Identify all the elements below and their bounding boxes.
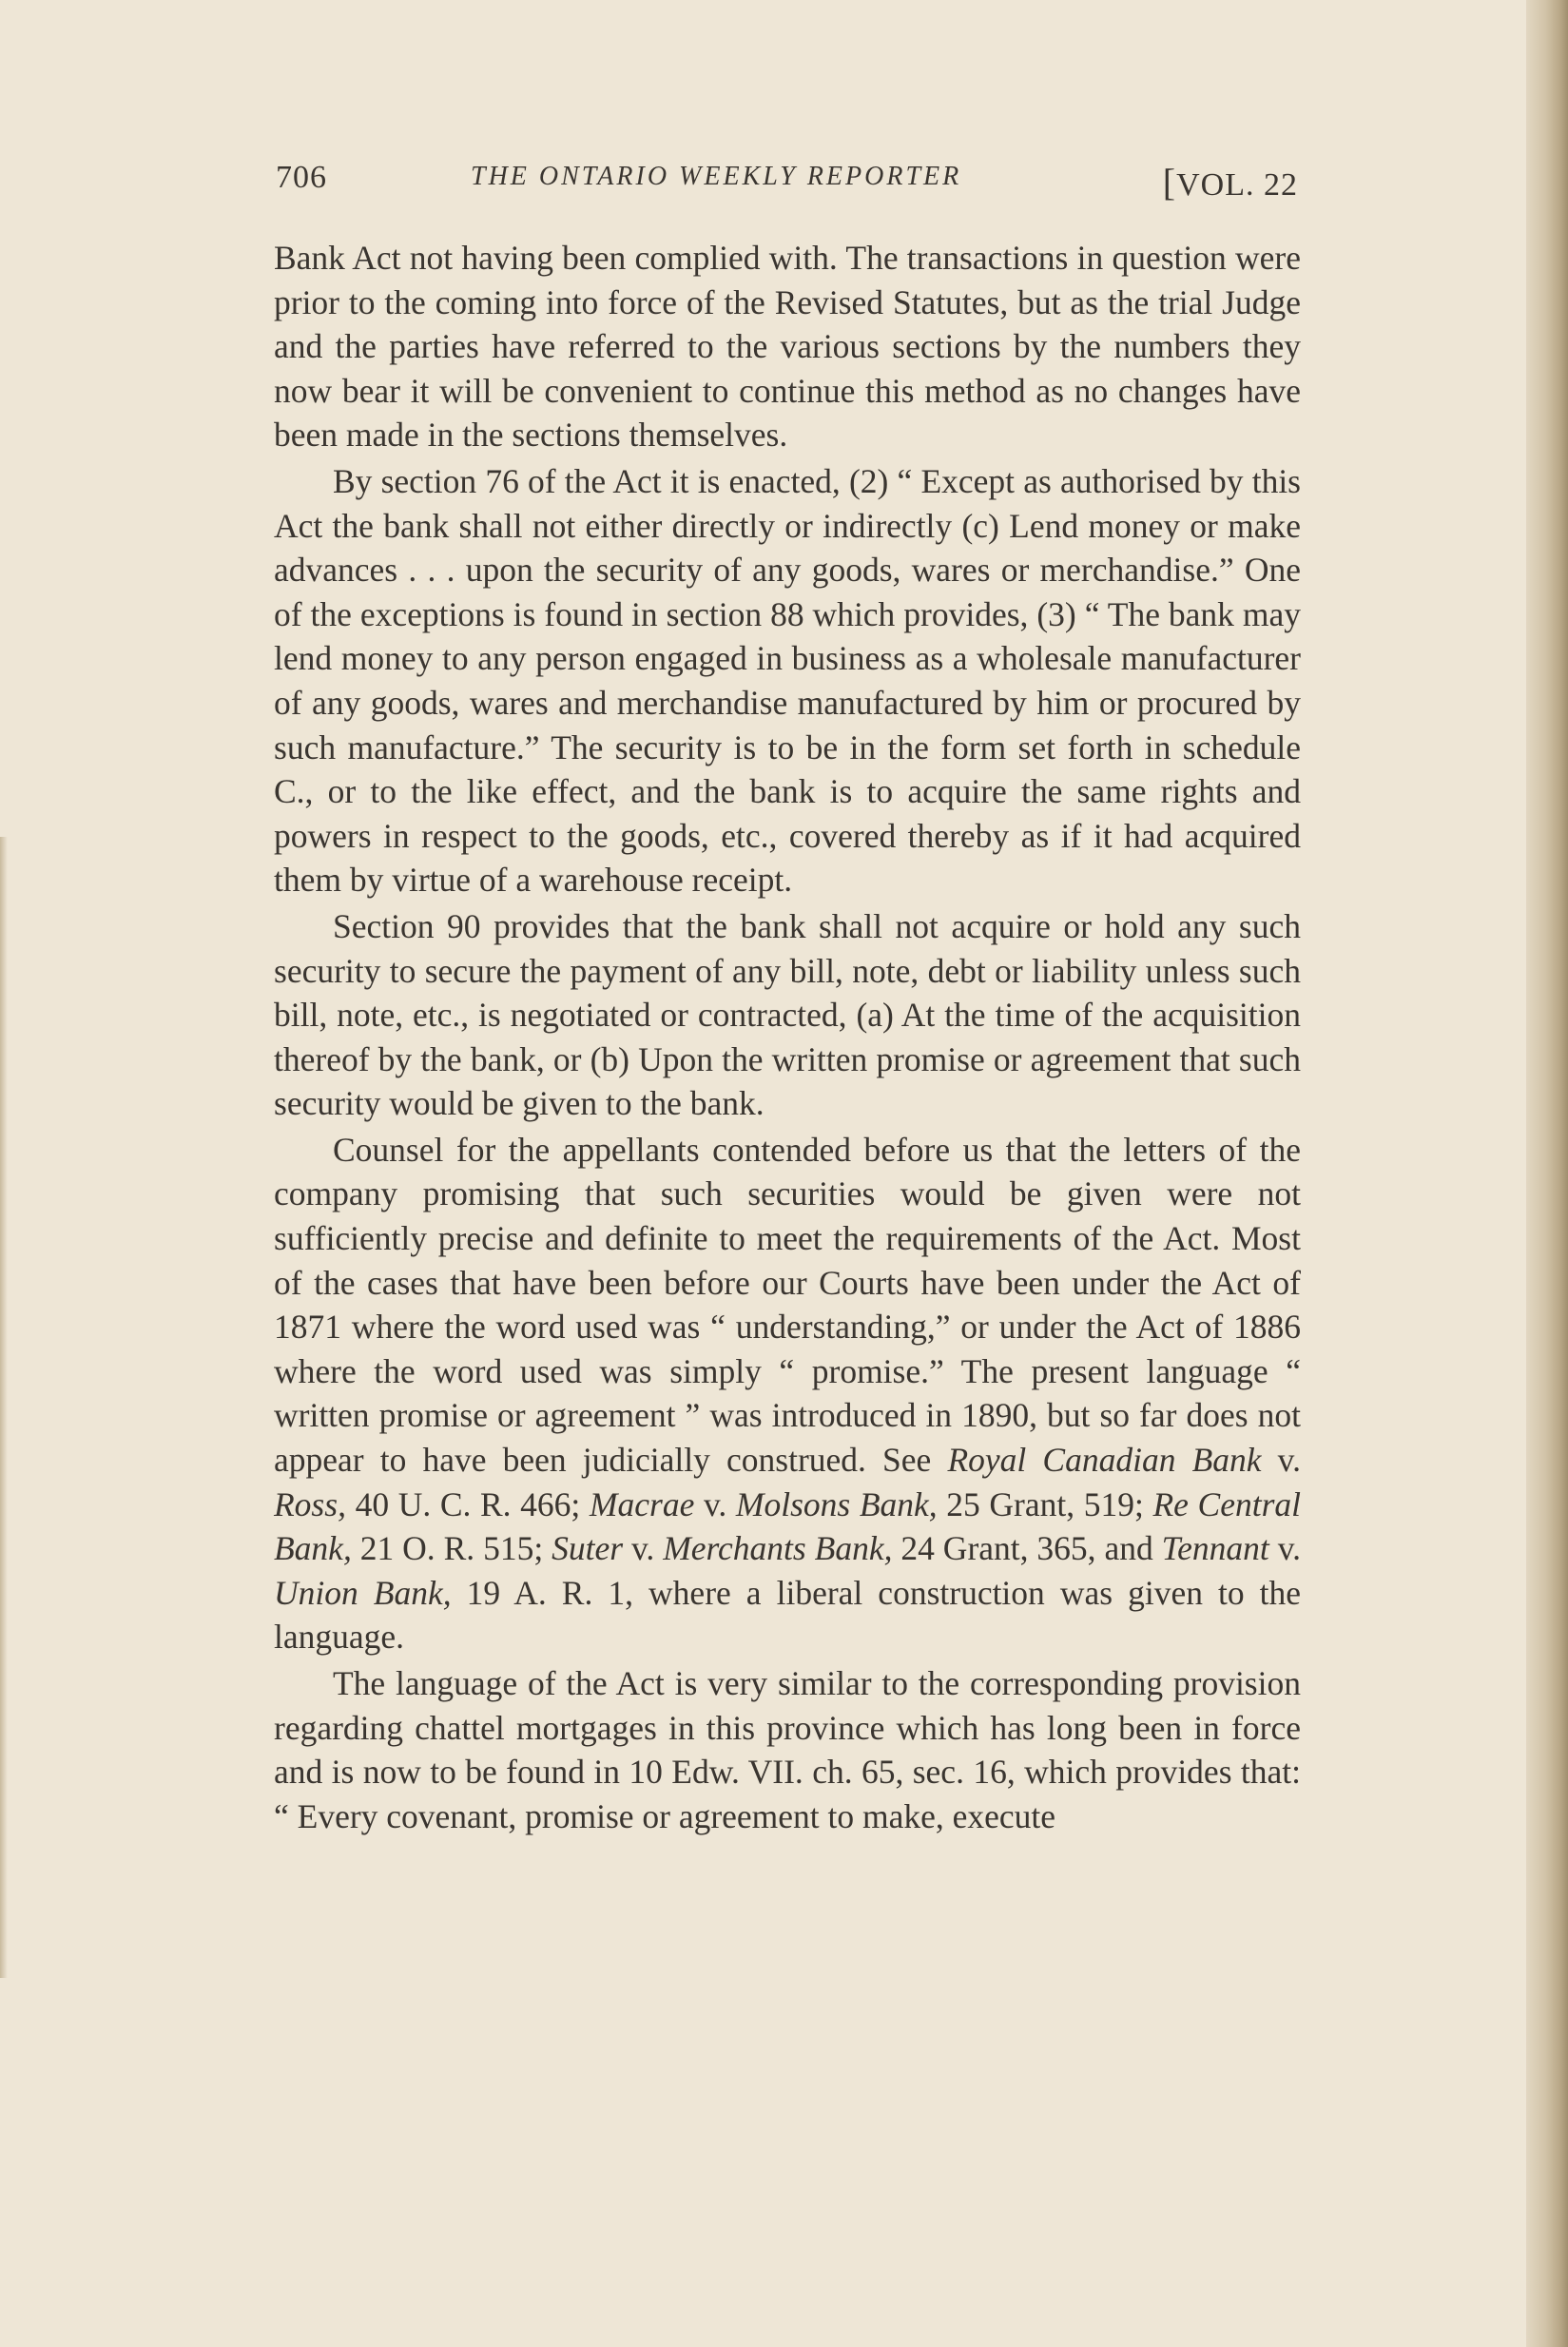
case-re-central-bank: Re Central Bank,	[274, 1484, 1302, 1568]
versus: v.	[1277, 1529, 1302, 1568]
citation-ref: 19 A. R. 1,	[466, 1573, 633, 1612]
case-union-bank: Union Bank,	[274, 1573, 452, 1612]
page-edge-right	[1526, 0, 1568, 2347]
volume-bracket: [	[1162, 161, 1177, 204]
case-royal-canadian-bank: Royal Canadian Bank	[947, 1441, 1262, 1480]
versus: v.	[1277, 1441, 1301, 1480]
paragraph-5: The language of the Act is very similar to the corresponding provision regarding chattel mortgages in this province which has long been in force and is now to be found in 10 Edw. VII. ch. 65, sec. 16, which provides that: “ Every covenant, promise or agreement to make, execute	[274, 1664, 1301, 1835]
journal-title: THE ONTARIO WEEKLY REPORTER	[471, 162, 962, 191]
case-suter: Suter	[552, 1529, 624, 1568]
versus: v.	[630, 1529, 655, 1568]
case-merchants-bank: Merchants Bank,	[663, 1529, 893, 1568]
paragraph-4	[274, 1128, 1301, 1659]
paragraph-4-text: Counsel for the appellants contended before us that the letters of the company promising that such securities would be given were not sufficiently precise and definite to meet the requirements of the Act. Most of the cases that have been before our Courts have been under the Act of 1871 where the word used was “ understanding,” or under the Act of 1886 where the word used was simply “ promise.” The present language “ written promise or agreement ” was introduced in 1890, but so far does not appear to have been judicially construed.	[274, 1130, 1301, 1480]
case-ross: Ross,	[274, 1484, 346, 1523]
paragraph-2: By section 76 of the Act it is enacted, (2) “ Except as authorised by this Act the bank shall not either directly or indirectly (c) Lend money or make advances . . . upon the security of any goods, wares or merchandise.” One of the exceptions is found in section 88 which provides, (3) “ The bank may lend money to any person engaged in business as a wholesale manufacturer of any goods, wares and merchandise manufactured by him or procured by such manufacture.” The security is to be in the form set forth in schedule C., or to the like effect, and the bank is to acquire the same rights and powers in respect to the goods, etc., covered thereby as if it had acquired them by virtue of a warehouse receipt.	[274, 461, 1301, 900]
page-number: 706	[276, 160, 327, 195]
citation-ref: 25 Grant, 519;	[946, 1484, 1144, 1523]
citation-ref: 21 O. R. 515;	[359, 1529, 544, 1568]
paragraph-3: Section 90 provides that the bank shall not acquire or hold any such security to secure the payment of any bill, note, debt or liability unless such bill, note, etc., is negotiated or contracted, (a) At the time of the acquisition thereof by the bank, or (b) Upon the written promise or agreement that such security would be given to the bank.	[274, 906, 1301, 1123]
case-macrae: Macrae	[589, 1484, 695, 1523]
page-shadow-left	[0, 837, 8, 1978]
volume-label	[1163, 160, 1298, 204]
citation-ref: 40 U. C. R. 466;	[355, 1484, 581, 1523]
case-molsons-bank: Molsons Bank,	[735, 1484, 938, 1523]
running-head	[276, 160, 1298, 207]
citation-ref: 24 Grant, 365, and	[900, 1529, 1153, 1568]
citation-see: See	[882, 1441, 932, 1480]
body-text	[274, 236, 1301, 1838]
citation-tail: where a liberal construction was given to the language.	[274, 1573, 1302, 1657]
paragraph-1: Bank Act not having been complied with. The transactions in question were prior to the coming into force of the Revised Statutes, but as the trial Judge and the parties have referred to the various sections by the numbers they now bear it will be convenient to continue this method as no changes have been made in the sections themselves.	[274, 239, 1301, 455]
case-tennant: Tennant	[1161, 1529, 1269, 1568]
volume-number: VOL. 22	[1176, 167, 1298, 203]
versus: v.	[703, 1484, 727, 1523]
